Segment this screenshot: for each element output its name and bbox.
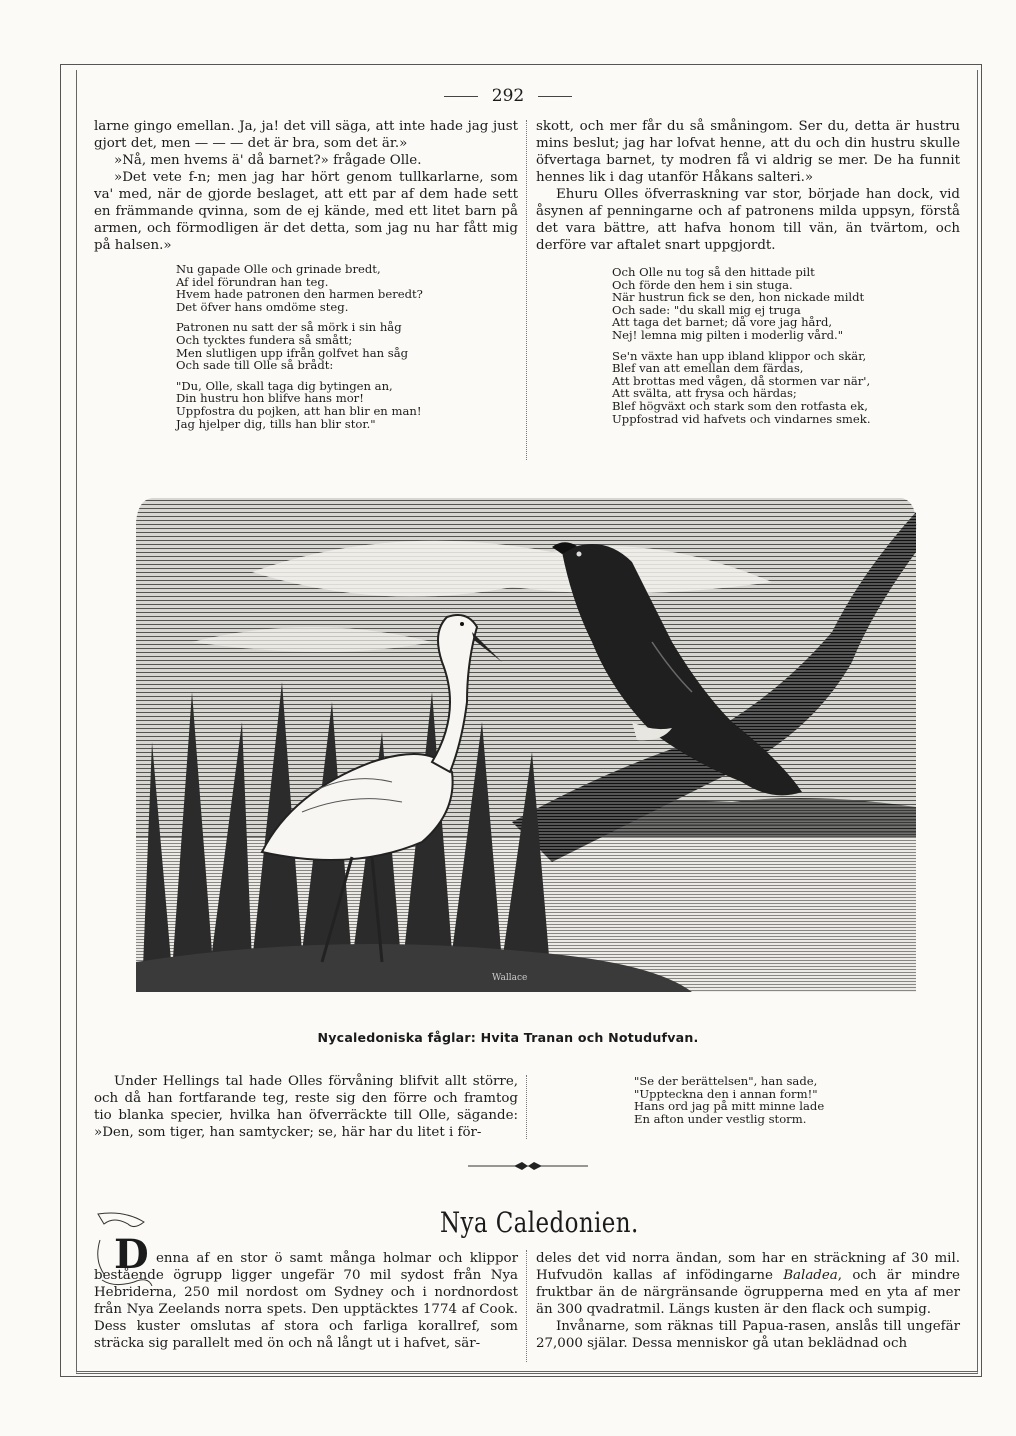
poem-line: Och sade till Olle så brådt: xyxy=(176,358,334,373)
illustration-caption: Nycaledoniska fåglar: Hvita Tranan och Notudufvan. xyxy=(317,1030,699,1045)
stanza xyxy=(176,263,518,313)
poem-line: Och Olle nu tog så den hittade pilt xyxy=(612,265,815,279)
paragraph: larne gingo emellan. Ja, ja! det vill säga, att inte hade jag just gjort det, men — — — det är bra, som det är.» xyxy=(94,119,518,151)
poem-line: Att taga det barnet; då vore jag hård, xyxy=(612,315,833,330)
paragraph xyxy=(536,1250,960,1318)
poem-line: Och tycktes fundera så smått; xyxy=(176,332,353,347)
paragraph: enna af en stor ö samt många holmar och klippor bestående ögrupp ligger ungefär 70 mil sydost från Nya Hebriderna, 250 mil nordost om Sydney och i nordnordost från Nya Zeelands norra spets. Den upptäcktes 1774 af Cook. Dess kuster omslutas af stora och farliga korallref, som sträcka sig parallelt med ön och nå långt ut i hafvet, sär- xyxy=(94,1251,518,1351)
poem-line: "Upptecknа den i annan form!" xyxy=(634,1086,818,1101)
poem-line: När hustrun fick se den, hon nickade mildt xyxy=(612,290,865,305)
stanza xyxy=(176,321,518,371)
stanza xyxy=(612,350,960,426)
poem-line: Jag hjelper dig, tills han blir stor." xyxy=(176,416,376,431)
engraver-signature: Wallace xyxy=(492,973,528,983)
poem xyxy=(612,266,960,425)
poem-line: "Du, Olle, skall taga dig bytingen an, xyxy=(176,378,393,393)
poem-line: Att svälta, att frysa och härdas; xyxy=(612,386,797,401)
poem-line: Och förde den hem i sin stuga. xyxy=(612,277,793,292)
poem-line: Hans ord jag på mitt minne lade xyxy=(634,1099,825,1114)
poem-line: En afton under vestlig storm. xyxy=(634,1111,807,1126)
article-title: Nya Caledonien. xyxy=(440,1206,639,1239)
drop-cap-letter: D xyxy=(114,1231,149,1278)
column-divider xyxy=(526,1075,527,1139)
poem xyxy=(176,263,518,430)
poem-line: Nej! lemna mig pilten i moderlig vård." xyxy=(612,327,844,342)
middle-left-column xyxy=(94,1073,518,1141)
poem-line: Se'n växte han upp ibland klippor och skär, xyxy=(612,348,867,363)
article-left-column xyxy=(94,1250,518,1352)
paragraph: Under Hellings tal hade Olles förvåning blifvit allt större, och då han fortfarande teg, reste sig den förre och framtog tio blanka specier, hvilka han öfverräckte till Olle, sägande: »Den, som tiger, han samtycker; se, här har du litet i för- xyxy=(94,1074,518,1140)
paragraph: »Nå, men hvems ä' då barnet?» frågade Olle. xyxy=(114,153,422,168)
engraving-illustration xyxy=(132,492,918,1000)
middle-right-poem xyxy=(634,1075,954,1125)
poem-line: Hvem hade patronen den harmen beredt? xyxy=(176,287,423,302)
poem-line: Och sade: "du skall mig ej truga xyxy=(612,302,801,317)
paragraph: Invånarne, som räknas till Papua-rasen, anslås till ungefär 27,000 själar. Dessa menniskor gå utan beklädnad och xyxy=(536,1319,960,1351)
top-right-column xyxy=(536,118,960,433)
poem-line: Nu gapade Olle och grinade bredt, xyxy=(176,262,381,276)
page-number xyxy=(0,86,1016,106)
poem-line: Din hustru hon blifve hans mor! xyxy=(176,391,364,406)
paragraph: Ehuru Olles öfverraskning var stor, började han dock, vid åsynen af penningarne och af patronens milda uppsyn, förstå det vara bättre, att hafva honom till vän, än tvärtom, och derföre var aftalet snart uppgjordt. xyxy=(536,187,960,253)
birds-engraving xyxy=(132,492,918,1000)
paragraph: »Det vete f-n; men jag har hört genom tullkarlarne, som va' med, när de gjorde beslaget, att ett par af dem hade sett en främmande qvinna, som de ej kände, med ett litet barn på armen, och förmodligen är det detta, som jag nu har fått mig på halsen.» xyxy=(94,170,518,253)
paragraph: skott, och mer får du så småningom. Ser du, detta är hustru mins beslut; jag har lofvat henne, att du och din hustru skulle öfvertaga barnet, ty modren få vi aldrig se mer. De ha funnit hennes lik i dag utanför Håkans salteri.» xyxy=(536,119,960,185)
section-ornament xyxy=(468,1161,588,1171)
page-number-text: 292 xyxy=(491,86,525,106)
poem-line: Patronen nu satt der så mörk i sin håg xyxy=(176,320,402,335)
column-divider xyxy=(526,120,527,460)
top-left-column xyxy=(94,118,518,438)
poem-line: Uppfostrad vid hafvets och vindarnes smek. xyxy=(612,411,871,426)
poem-line: Men slutligen upp ifrån golfvet han såg xyxy=(176,345,409,360)
text-run: , och är mindre fruktbar än de närgränsande ögrupperna med en yta af mer än 300 qvadratmil. Längs kusten är den flack och sumpig. xyxy=(536,1268,960,1317)
poem-line: "Se der berättelsen", han sade, xyxy=(634,1074,818,1088)
stanza xyxy=(612,266,960,342)
poem-line: Att brottas med vågen, då stormen var när', xyxy=(612,373,871,388)
poem-line: Uppfostra du pojken, att han blir en man! xyxy=(176,403,422,418)
text-run: deles det vid norra ändan, som har en sträckning af 30 mil. Hufvudön kallas af infödingarne xyxy=(536,1251,960,1283)
poem-line: Blef van att emellan dem färdas, xyxy=(612,361,804,376)
stanza xyxy=(176,380,518,430)
italic-term: Baladea xyxy=(783,1268,838,1283)
poem-line: Af idel förundran han teg. xyxy=(176,274,329,289)
article-right-column xyxy=(536,1250,960,1352)
poem-line: Blef högväxt och stark som den rotfasta ek, xyxy=(612,398,868,413)
poem-line: Det öfver hans omdöme steg. xyxy=(176,299,349,314)
column-divider xyxy=(526,1250,527,1362)
